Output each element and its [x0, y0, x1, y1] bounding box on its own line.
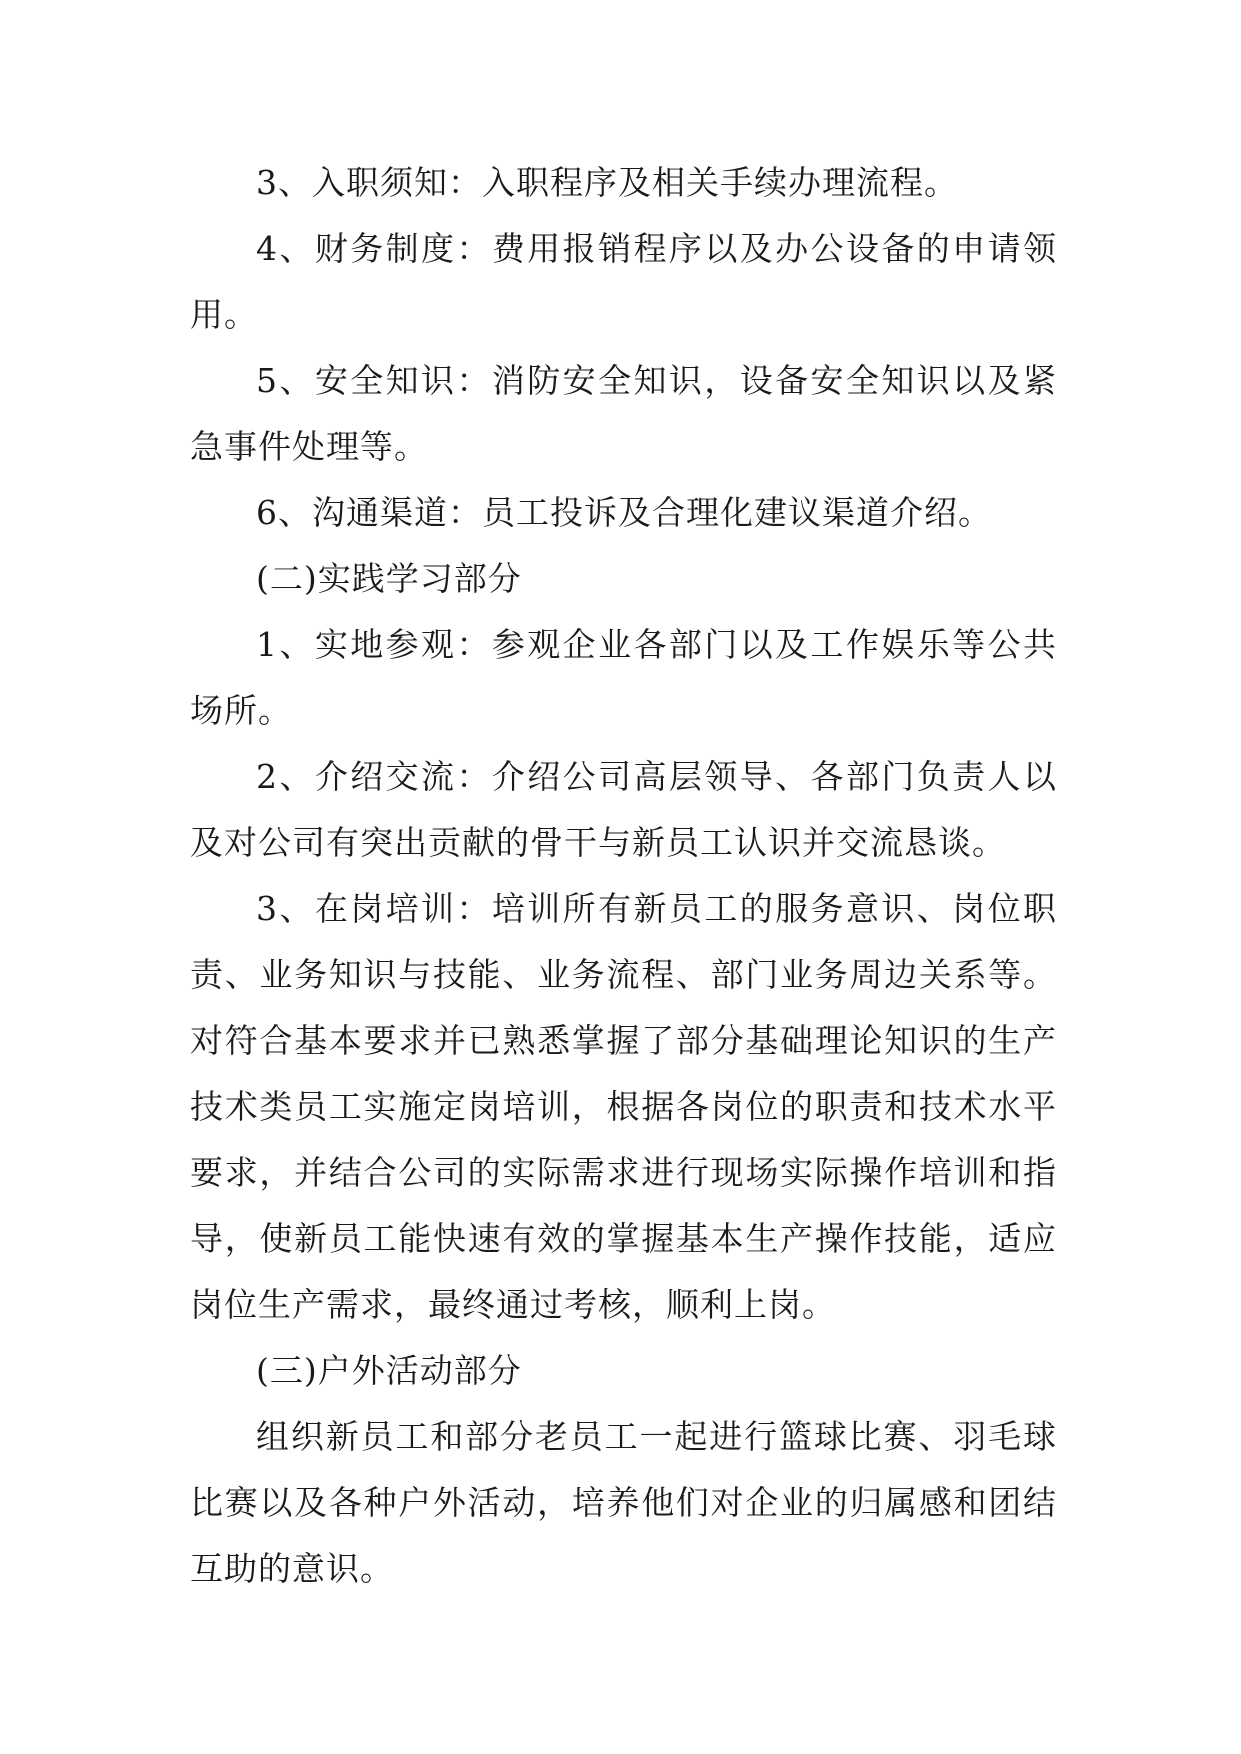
paragraph-on-job-training: 3、在岗培训：培训所有新员工的服务意识、岗位职责、业务知识与技能、业务流程、部门业务周边关系等。对符合基本要求并已熟悉掌握了部分基础理论知识的生产技术类员工实施定岗培训，根据各岗位的职责和技术水平要求，并结合公司的实际需求进行现场实际操作培训和指导，使新员工能快速有效的掌握基本生产操作技能，适应岗位生产需求，最终通过考核，顺利上岗。	[190, 889, 1057, 1324]
section-heading-practice: (二)实践学习部分	[256, 559, 522, 598]
document-body	[190, 150, 1057, 1602]
paragraph-outdoor-activities: 组织新员工和部分老员工一起进行篮球比赛、羽毛球比赛以及各种户外活动，培养他们对企业的归属感和团结互助的意识。	[190, 1417, 1057, 1588]
paragraph-finance-policy: 4、财务制度：费用报销程序以及办公设备的申请领用。	[190, 229, 1057, 334]
paragraph-safety-knowledge: 5、安全知识：消防安全知识，设备安全知识以及紧急事件处理等。	[190, 361, 1057, 466]
paragraph-site-visit: 1、实地参观：参观企业各部门以及工作娱乐等公共场所。	[190, 625, 1057, 730]
paragraph-onboarding-notice: 3、入职须知：入职程序及相关手续办理流程。	[256, 163, 958, 202]
section-heading-outdoor: (三)户外活动部分	[256, 1351, 522, 1390]
paragraph-communication-channels: 6、沟通渠道：员工投诉及合理化建议渠道介绍。	[256, 493, 992, 532]
paragraph-introduction-exchange: 2、介绍交流：介绍公司高层领导、各部门负责人以及对公司有突出贡献的骨干与新员工认识并交流恳谈。	[190, 757, 1057, 862]
